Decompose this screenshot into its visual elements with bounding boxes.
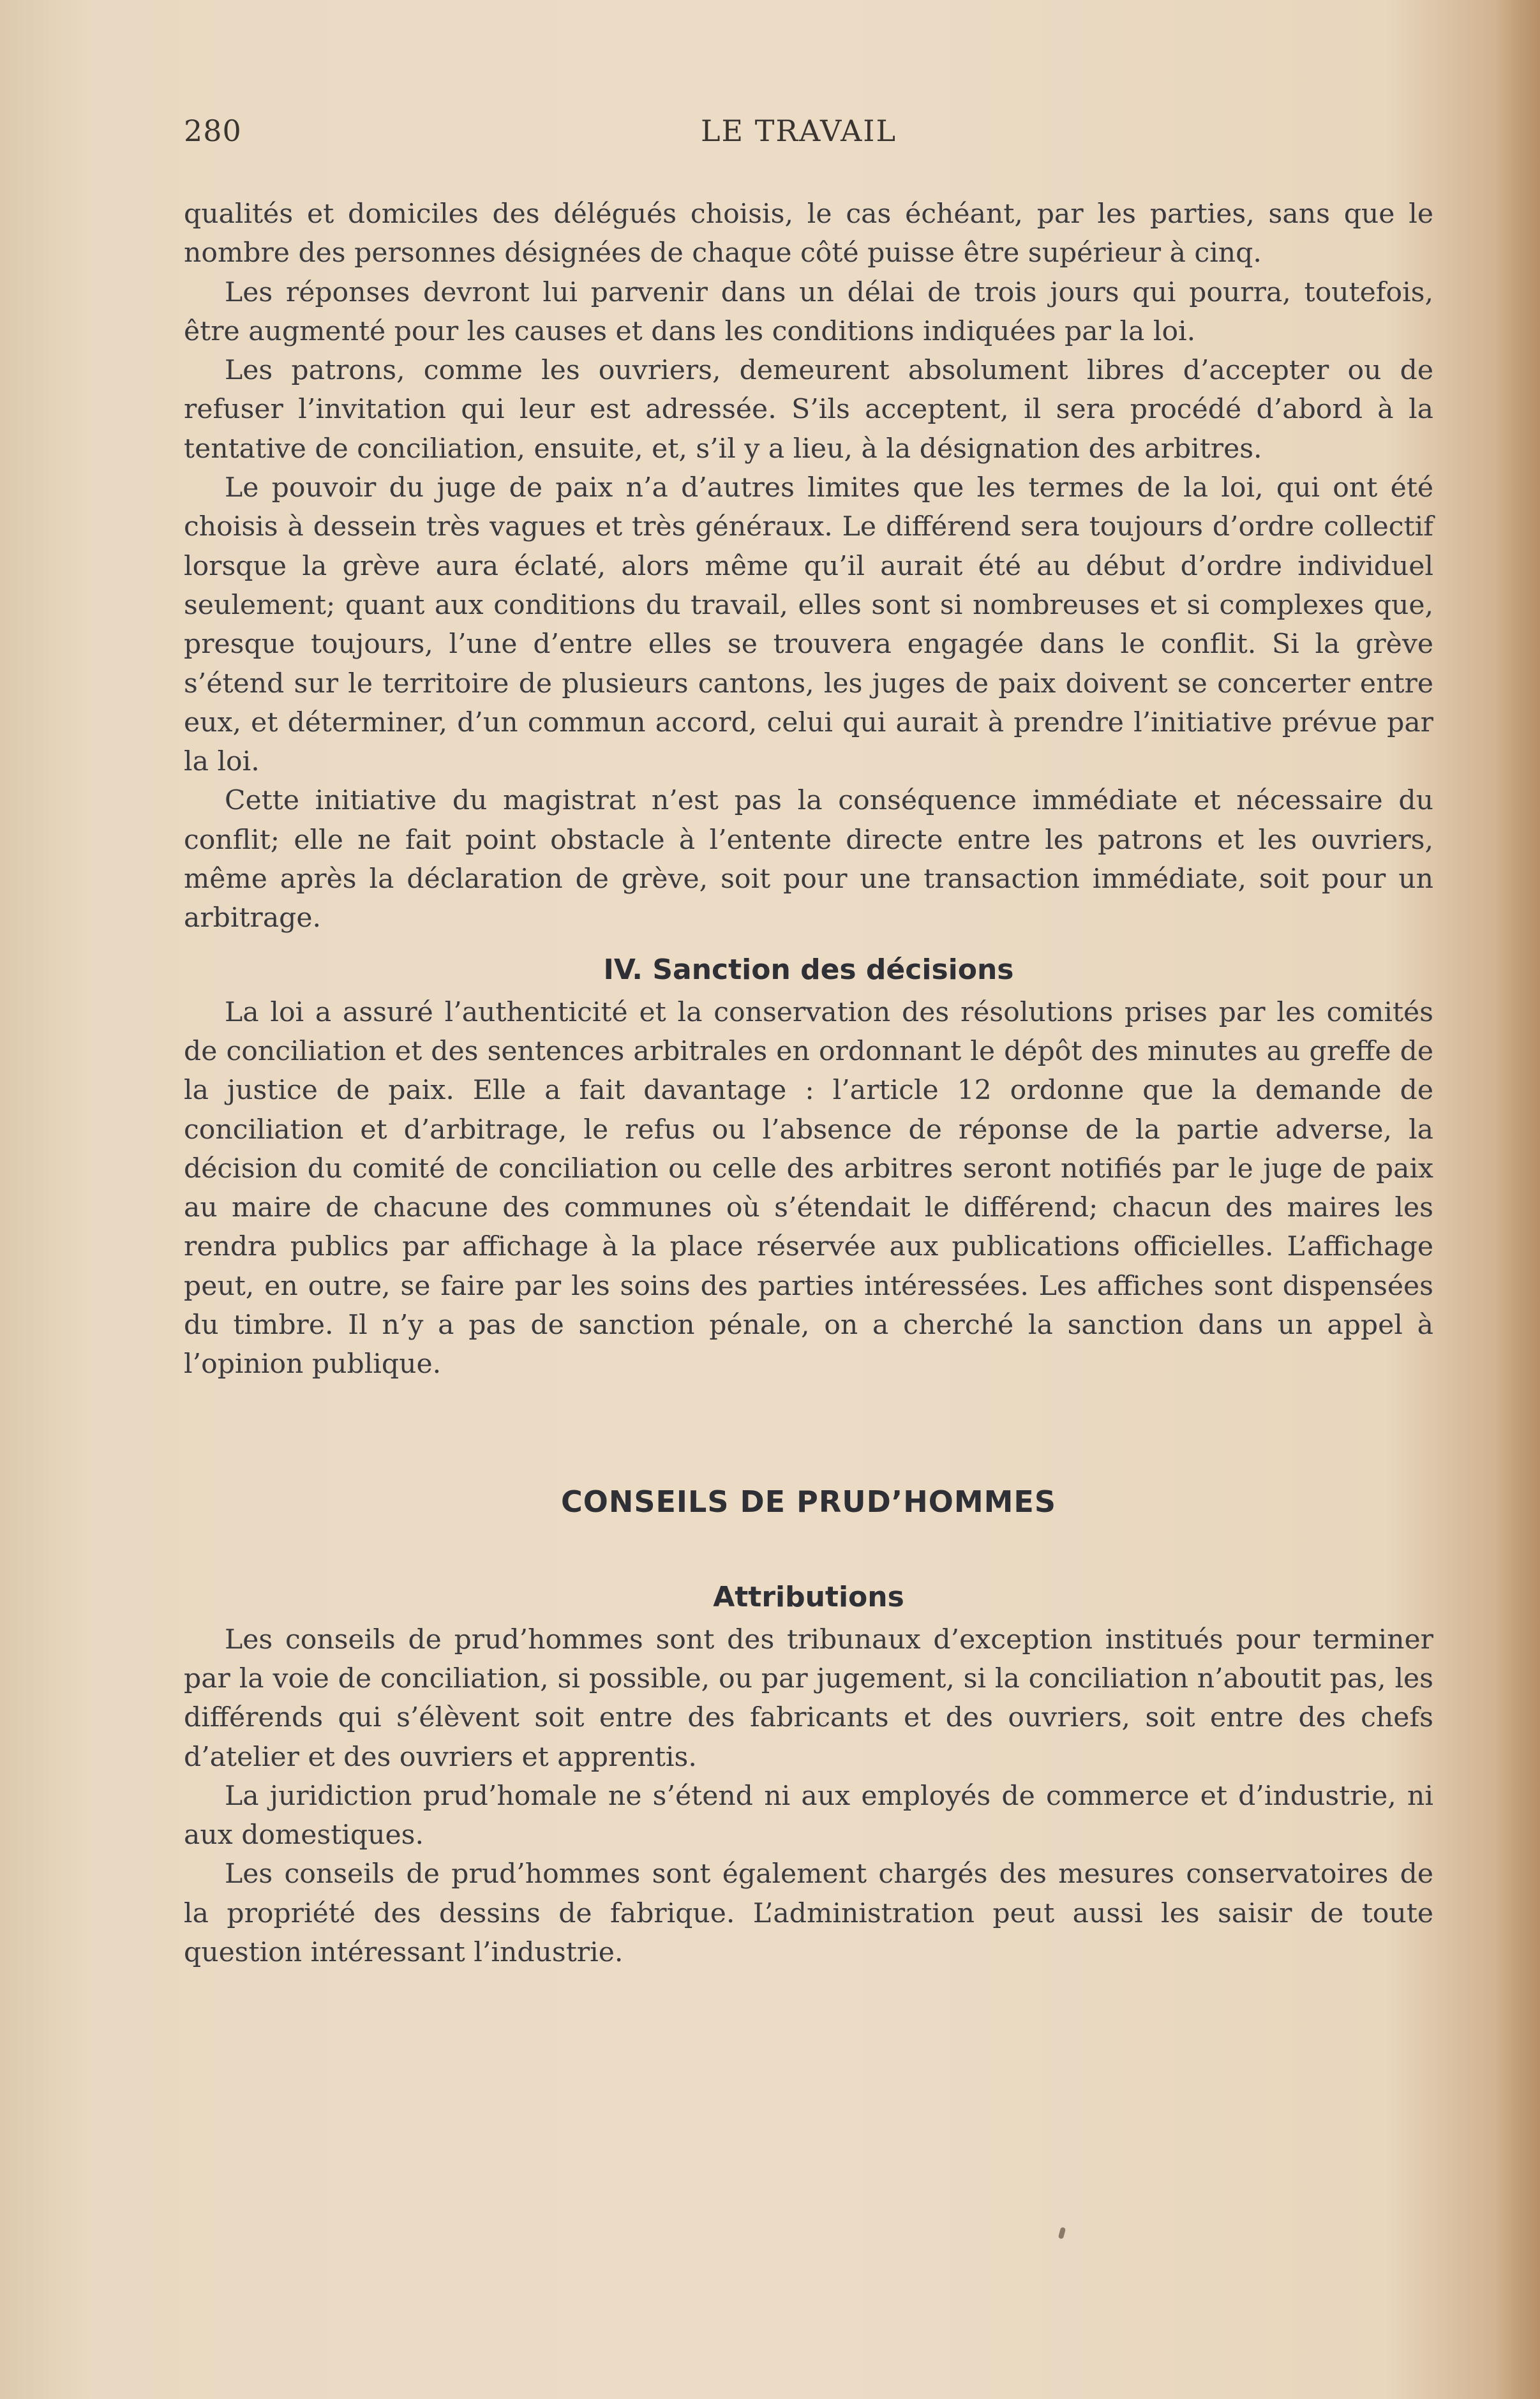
paragraph: La juridiction prud’homale ne s’étend ni aux employés de commerce et d’industrie, ni aux domestiques. xyxy=(184,1780,1433,1851)
subsection-heading: Attributions xyxy=(713,1580,904,1613)
paragraph: Les patrons, comme les ouvriers, demeurent absolument libres d’accepter ou de refuser l’invitation qui leur est adressée. S’ils acceptent, il sera procédé d’abord à la tentative de conciliation, ensuite, et, s’il y a lieu, à la désignation des arbitres. xyxy=(184,355,1433,465)
page-edge-shadow xyxy=(1495,0,1540,2399)
paragraph: Cette initiative du magistrat n’est pas la conséquence immédiate et nécessaire du conflit; elle ne fait point obstacle à l’entente directe entre les patrons et les ouvriers, même après la déclaration de grève, soit pour une transaction immédiate, soit pour un arbitrage. xyxy=(184,785,1433,934)
chapter-heading: CONSEILS DE PRUD’HOMMES xyxy=(561,1484,1056,1519)
paragraph: qualités et domiciles des délégués choisis, le cas échéant, par les parties, sans que le nombre des personnes désignées de chaque côté puisse être supérieur à cinq. xyxy=(184,198,1433,269)
paragraph: La loi a assuré l’authenticité et la conservation des résolutions prises par les comités de conciliation et des sentences arbitrales en ordonnant le dépôt des minutes au greffe de la justice de paix. Elle a fait davantage : l’article 12 ordonne que la demande de conciliation et d’arbitrage, le refus ou l’absence de réponse de la partie adverse, la décision du comité de conciliation ou celle des arbitres seront notifiés par le juge de paix au maire de chacune des communes où s’étendait le différend; chacun des maires les rendra publics par affichage à la place réservée aux publications officielles. L’affichage peut, en outre, se faire par les soins des parties intéressées. Les affiches sont dispensées du timbre. Il n’y a pas de sanction pénale, on a cherché la sanction dans un appel à l’opinion publique. xyxy=(184,996,1433,1380)
paragraph: Le pouvoir du juge de paix n’a d’autres limites que les termes de la loi, qui ont été choisis à dessein très vagues et très généraux. Le différend sera toujours d’ordre collectif lorsque la grève aura éclaté, alors même qu’il aurait été au début d’ordre individuel seulement; quant aux conditions du travail, elles sont si nombreuses et si complexes que, presque toujours, l’une d’entre elles se trouvera engagée dans le conflit. Si la grève s’étend sur le territoire de plusieurs cantons, les juges de paix doivent se concerter entre eux, et déterminer, d’un commun accord, celui qui aurait à prendre l’initiative prévue par la loi. xyxy=(184,472,1433,778)
running-title: LE TRAVAIL xyxy=(701,114,897,148)
paragraph: Les réponses devront lui parvenir dans un délai de trois jours qui pourra, toutefois, être augmenté pour les causes et dans les conditions indiquées par la loi. xyxy=(184,276,1433,347)
page-header xyxy=(184,114,1433,158)
page-number: 280 xyxy=(184,114,242,148)
section-heading: IV. Sanction des décisions xyxy=(603,953,1014,986)
paragraph: Les conseils de prud’hommes sont également chargés des mesures conservatoires de la propriété des dessins de fabrique. L’administration peut aussi les saisir de toute question intéressant l’industrie. xyxy=(184,1858,1433,1968)
paragraph: Les conseils de prud’hommes sont des tribunaux d’exception institués pour terminer par la voie de conciliation, si possible, ou par jugement, si la conciliation n’aboutit pas, les différends qui s’élèvent soit entre des fabricants et des ouvriers, soit entre des chefs d’atelier et des ouvriers et apprentis. xyxy=(184,1624,1433,1773)
body-text xyxy=(184,195,1433,1972)
ink-speck xyxy=(1058,2227,1066,2239)
